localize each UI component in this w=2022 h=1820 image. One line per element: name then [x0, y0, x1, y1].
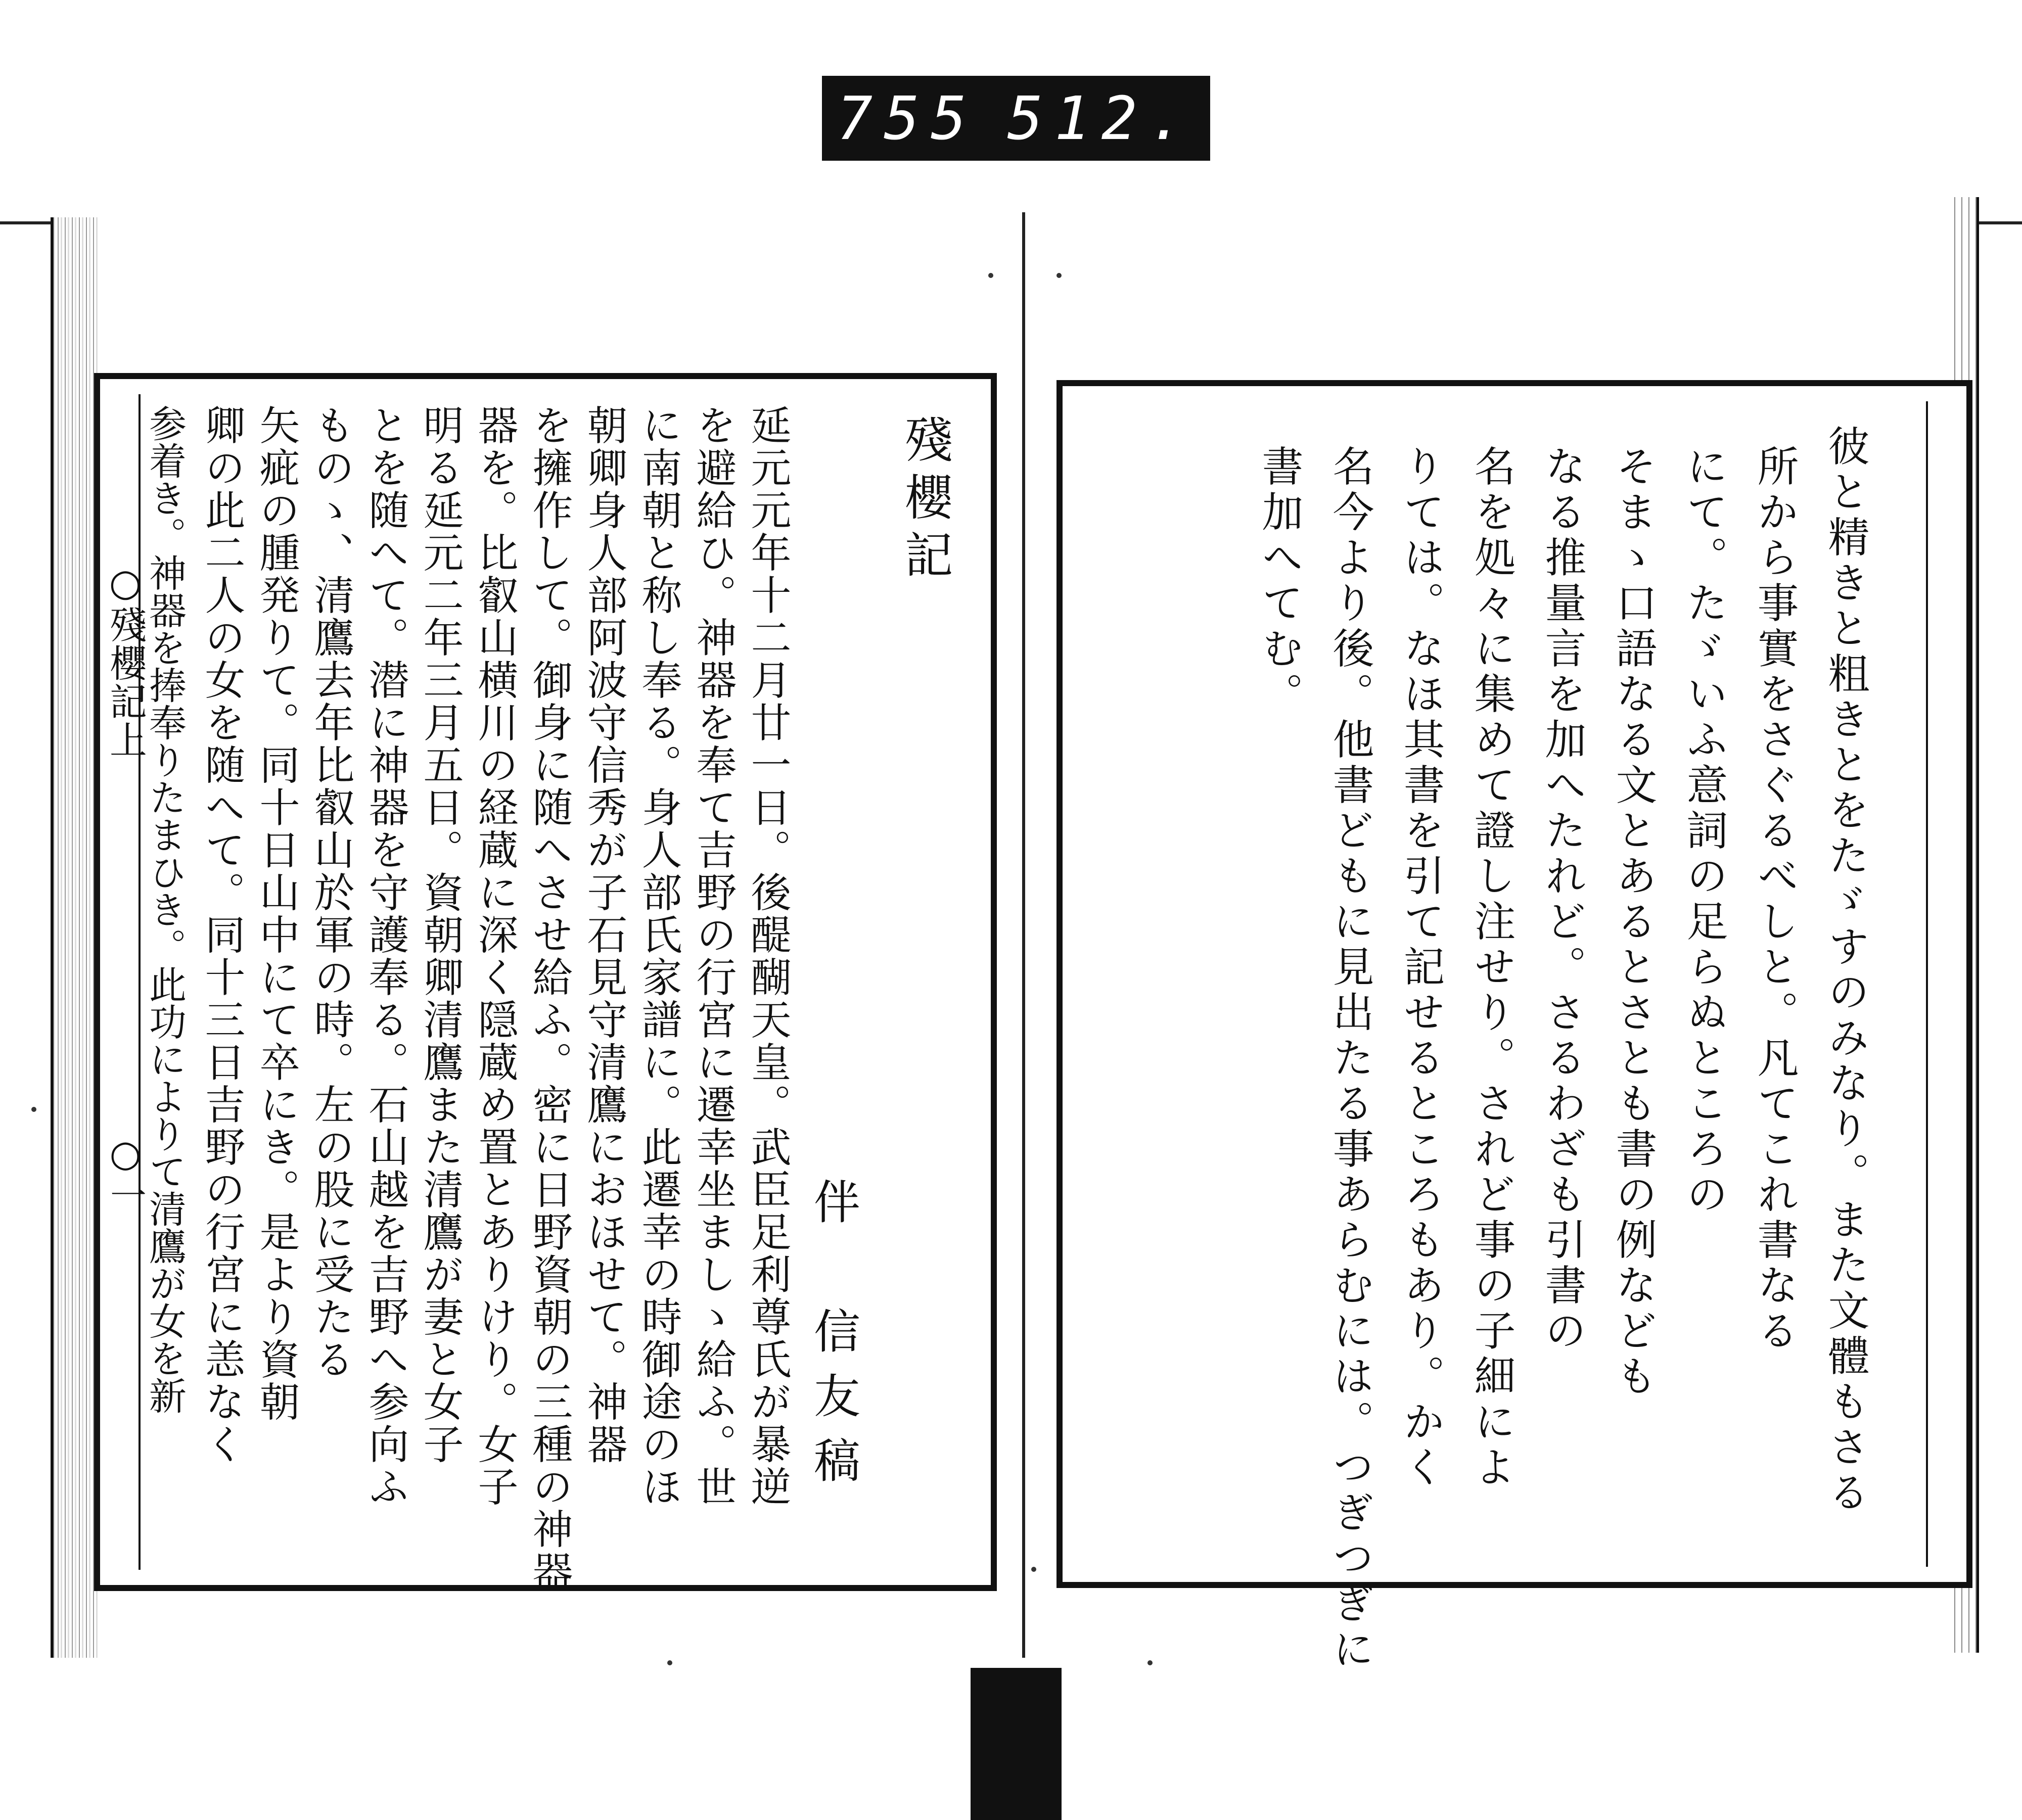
text-column: 名を処々に集めて證し注せり。されど事の子細によ — [1467, 445, 1515, 1491]
text-column: 彼と精きと粗きとをたゞすのみなり。また文體もさる — [1821, 425, 1869, 1516]
right-page-margin-rule — [1926, 401, 1928, 1567]
text-column: 延元元年十二月廿一日。後醍醐天皇。武臣足利尊氏が暴逆 — [744, 404, 791, 1508]
text-column: 名今より後。他書どもに見出たる事あらむには。つぎつぎに — [1326, 445, 1374, 1673]
text-column: を避給ひ。神器を奉て吉野の行宮に遷幸坐ましゝ給ふ。世 — [690, 404, 737, 1508]
text-column: を擁作して。御身に随へさせ給ふ。密に日野資朝の三種の神器 — [526, 404, 573, 1593]
scan-speck — [1056, 273, 1062, 278]
text-column: ものゝ、清鷹去年比叡山於軍の時。左の股に受たる — [307, 404, 354, 1381]
text-column: 器を。比叡山横川の経蔵に深く隠蔵め置とありけり。女子 — [471, 404, 518, 1508]
text-column: なる推量言を加へたれど。さるわざも引書の — [1538, 445, 1586, 1355]
author-line: 伴 信友稿 — [806, 1178, 860, 1501]
margin-title: ○殘櫻記上 — [104, 561, 147, 759]
book-spine — [1022, 212, 1025, 1658]
left-page-stack — [51, 217, 99, 1658]
text-column: とを随へて。潜に神器を守護奉る。石山越を吉野へ参向ふ — [362, 404, 409, 1508]
text-column: 矢疵の腫発りて。同十日山中にて卒にき。是より資朝 — [253, 404, 300, 1423]
scan-speck — [988, 273, 993, 278]
text-column: 所から事實をさぐるべしと。凡てこれ書なる — [1751, 445, 1799, 1355]
text-column: 明る延元二年三月五日。資朝卿清鷹また清鷹が妻と女子 — [417, 404, 464, 1466]
spine-shadow — [971, 1668, 1062, 1820]
text-column: りては。なほ其書を引て記せるところもあり。かく — [1397, 445, 1445, 1491]
scan-speck — [31, 1107, 36, 1112]
page-number: ○一 — [104, 1132, 147, 1215]
call-number-right: 512. — [1007, 83, 1196, 153]
text-column: そまゝ口語なる文とあるとさとも書の例なども — [1609, 445, 1657, 1400]
book-title: 殘櫻記 — [897, 414, 953, 587]
scan-speck — [1147, 1660, 1153, 1665]
text-column: 卿の此二人の女を随へて。同十三日吉野の行宮に恙なく — [198, 404, 245, 1466]
call-number-left: 755 — [837, 83, 978, 153]
call-number-label — [822, 76, 1210, 161]
scan-speck — [667, 1660, 672, 1665]
text-column: 書加へてむ。 — [1255, 445, 1303, 718]
scan-speck — [1031, 1567, 1036, 1572]
text-column: に南朝と称し奉る。身人部氏家譜に。此遷幸の時御途のほ — [635, 404, 682, 1508]
text-column: にて。たゞいふ意詞の足らぬところの — [1680, 445, 1728, 1218]
text-column: 朝卿身人部阿波守信秀が子石見守清鷹におほせて。神器 — [580, 404, 627, 1466]
text-column: 参着き。神器を捧奉りたまひき。此功によりて清鷹が女を新 — [143, 404, 187, 1414]
